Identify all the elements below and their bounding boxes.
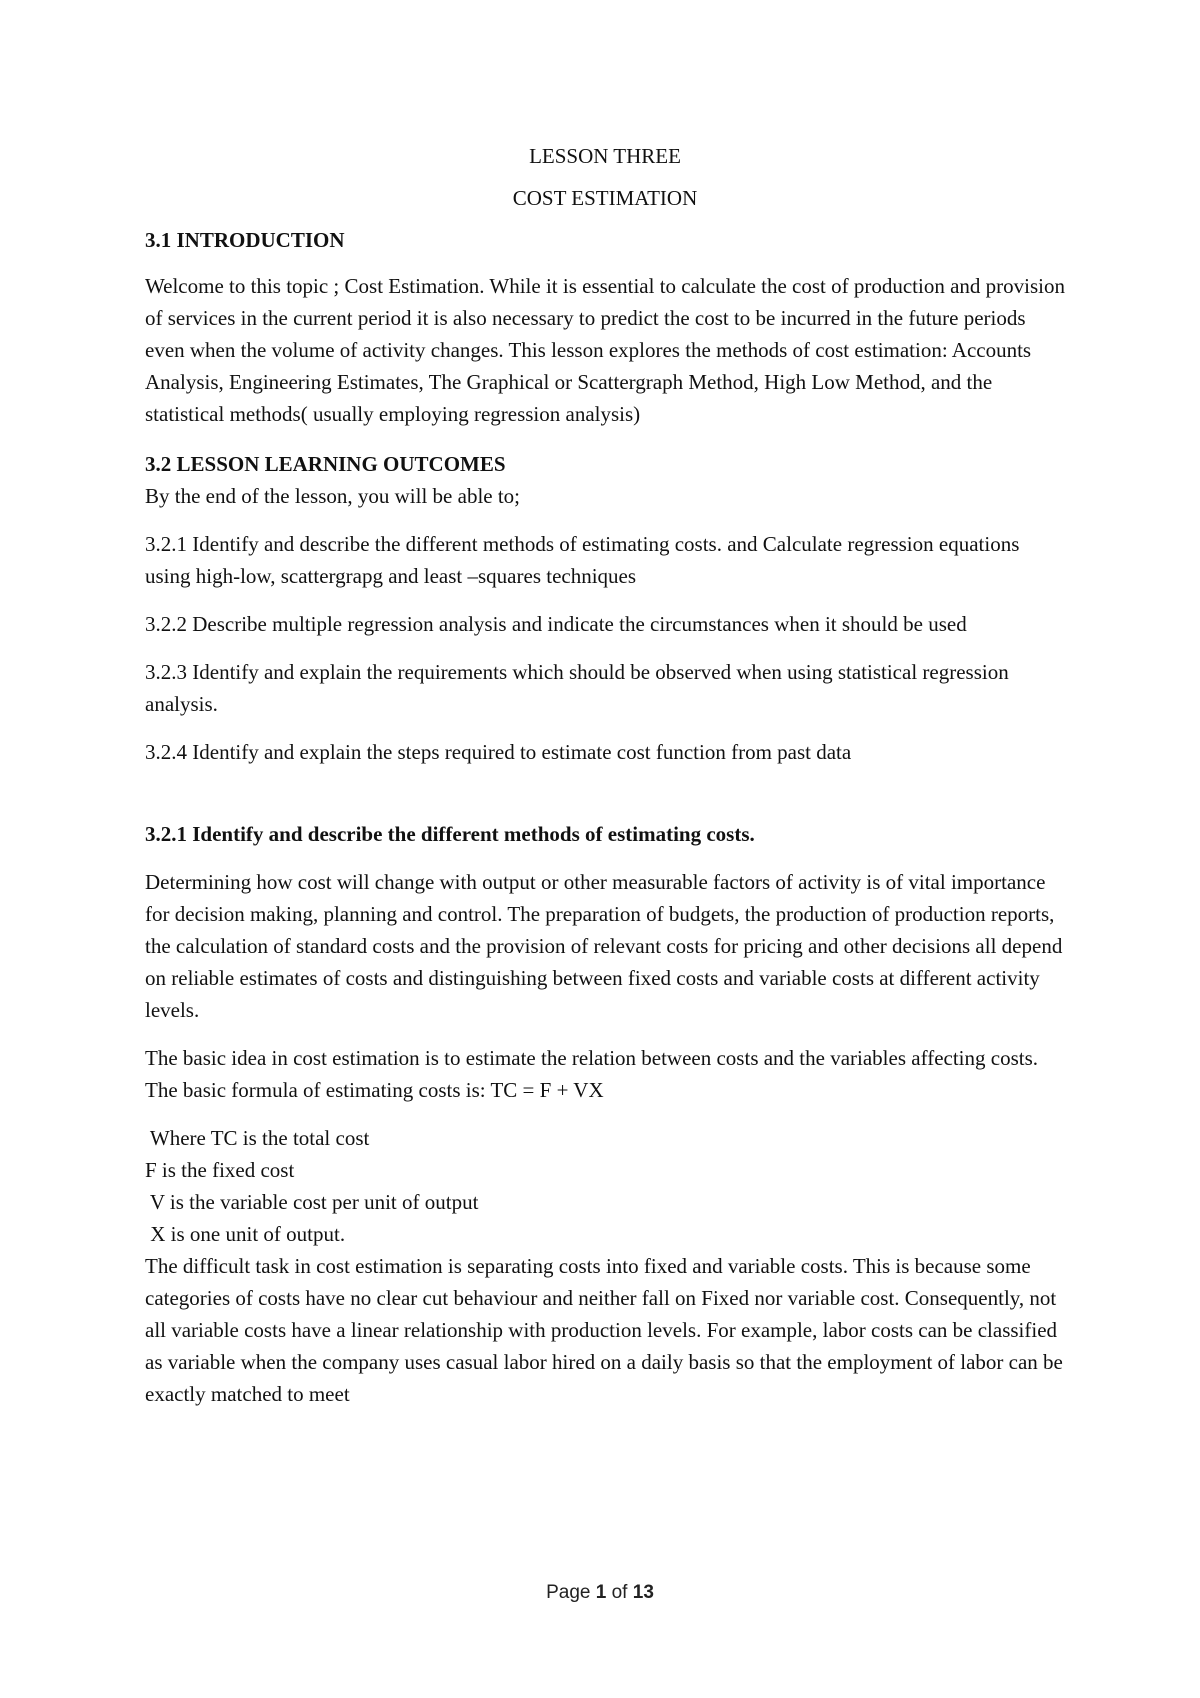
spacer xyxy=(145,512,1065,528)
formula-definition-line: Where TC is the total cost xyxy=(145,1126,370,1150)
spacer xyxy=(145,850,1065,866)
outcome-item: 3.2.2 Describe multiple regression analysis and indicate the circumstances when it should be used xyxy=(145,612,967,636)
spacer xyxy=(145,430,1065,448)
lesson-topic-title: COST ESTIMATION xyxy=(512,186,698,210)
formula-definition-line: V is the variable cost per unit of output xyxy=(145,1190,479,1214)
spacer xyxy=(145,592,1065,608)
spacer xyxy=(145,1106,1065,1122)
learning-outcomes-lead: By the end of the lesson, you will be able to; xyxy=(145,484,521,508)
page-number: 1 xyxy=(595,1582,607,1603)
introduction-paragraph: Welcome to this topic ; Cost Estimation. While it is essential to calculate the cost of production and provision of services in the current period it is also necessary to predict the cost to be incurred in the future periods even when the volume of activity changes. This lesson explores the methods of cost estimation: Accounts Analysis, Engineering Estimates, The Graphical or Scattergraph Method, High Low Method, and the statistical methods( usually employing regression analysis) xyxy=(145,274,1066,426)
spacer xyxy=(145,720,1065,736)
outcome-item: 3.2.3 Identify and explain the requirements which should be observed when using statistical regression analysis. xyxy=(145,660,1009,716)
page-label: Page xyxy=(546,1582,591,1603)
methods-paragraph-3: The difficult task in cost estimation is separating costs into fixed and variable costs. This is because some categories of costs have no clear cut behaviour and neither fall on Fixed nor variable cost. Consequently, not all variable costs have a linear relationship with production levels. For example, labor costs can be classified as variable when the company uses casual labor hired on a daily basis so that the employment of labor can be exactly matched to meet xyxy=(145,1254,1063,1406)
spacer xyxy=(145,1026,1065,1042)
methods-paragraph-1: Determining how cost will change with output or other measurable factors of activity is of vital importance for decision making, planning and control. The preparation of budgets, the production of production reports, the calculation of standard costs and the provision of relevant costs for pricing and other decisions all depend on reliable estimates of costs and distinguishing between fixed costs and variable costs at different activity levels. xyxy=(145,870,1063,1022)
page-content xyxy=(145,140,1065,1410)
formula-definition-line: X is one unit of output. xyxy=(145,1222,346,1246)
formula-definition-line: F is the fixed cost xyxy=(145,1158,295,1182)
outcome-item: 3.2.4 Identify and explain the steps required to estimate cost function from past data xyxy=(145,740,852,764)
learning-outcomes-heading: 3.2 LESSON LEARNING OUTCOMES xyxy=(145,452,506,476)
spacer xyxy=(145,768,1065,818)
page-total: 13 xyxy=(632,1582,654,1603)
of-label: of xyxy=(611,1582,628,1603)
methods-subheading: 3.2.1 Identify and describe the different methods of estimating costs. xyxy=(145,822,755,846)
page-footer xyxy=(0,1582,1200,1604)
introduction-heading: 3.1 INTRODUCTION xyxy=(145,228,345,252)
outcome-item: 3.2.1 Identify and describe the different methods of estimating costs. and Calculate regression equations using high-low, scattergrapg and least –squares techniques xyxy=(145,532,1020,588)
spacer xyxy=(145,640,1065,656)
methods-paragraph-2: The basic idea in cost estimation is to estimate the relation between costs and the variables affecting costs. The basic formula of estimating costs is: TC = F + VX xyxy=(145,1046,1039,1102)
lesson-number-title: LESSON THREE xyxy=(529,144,681,168)
